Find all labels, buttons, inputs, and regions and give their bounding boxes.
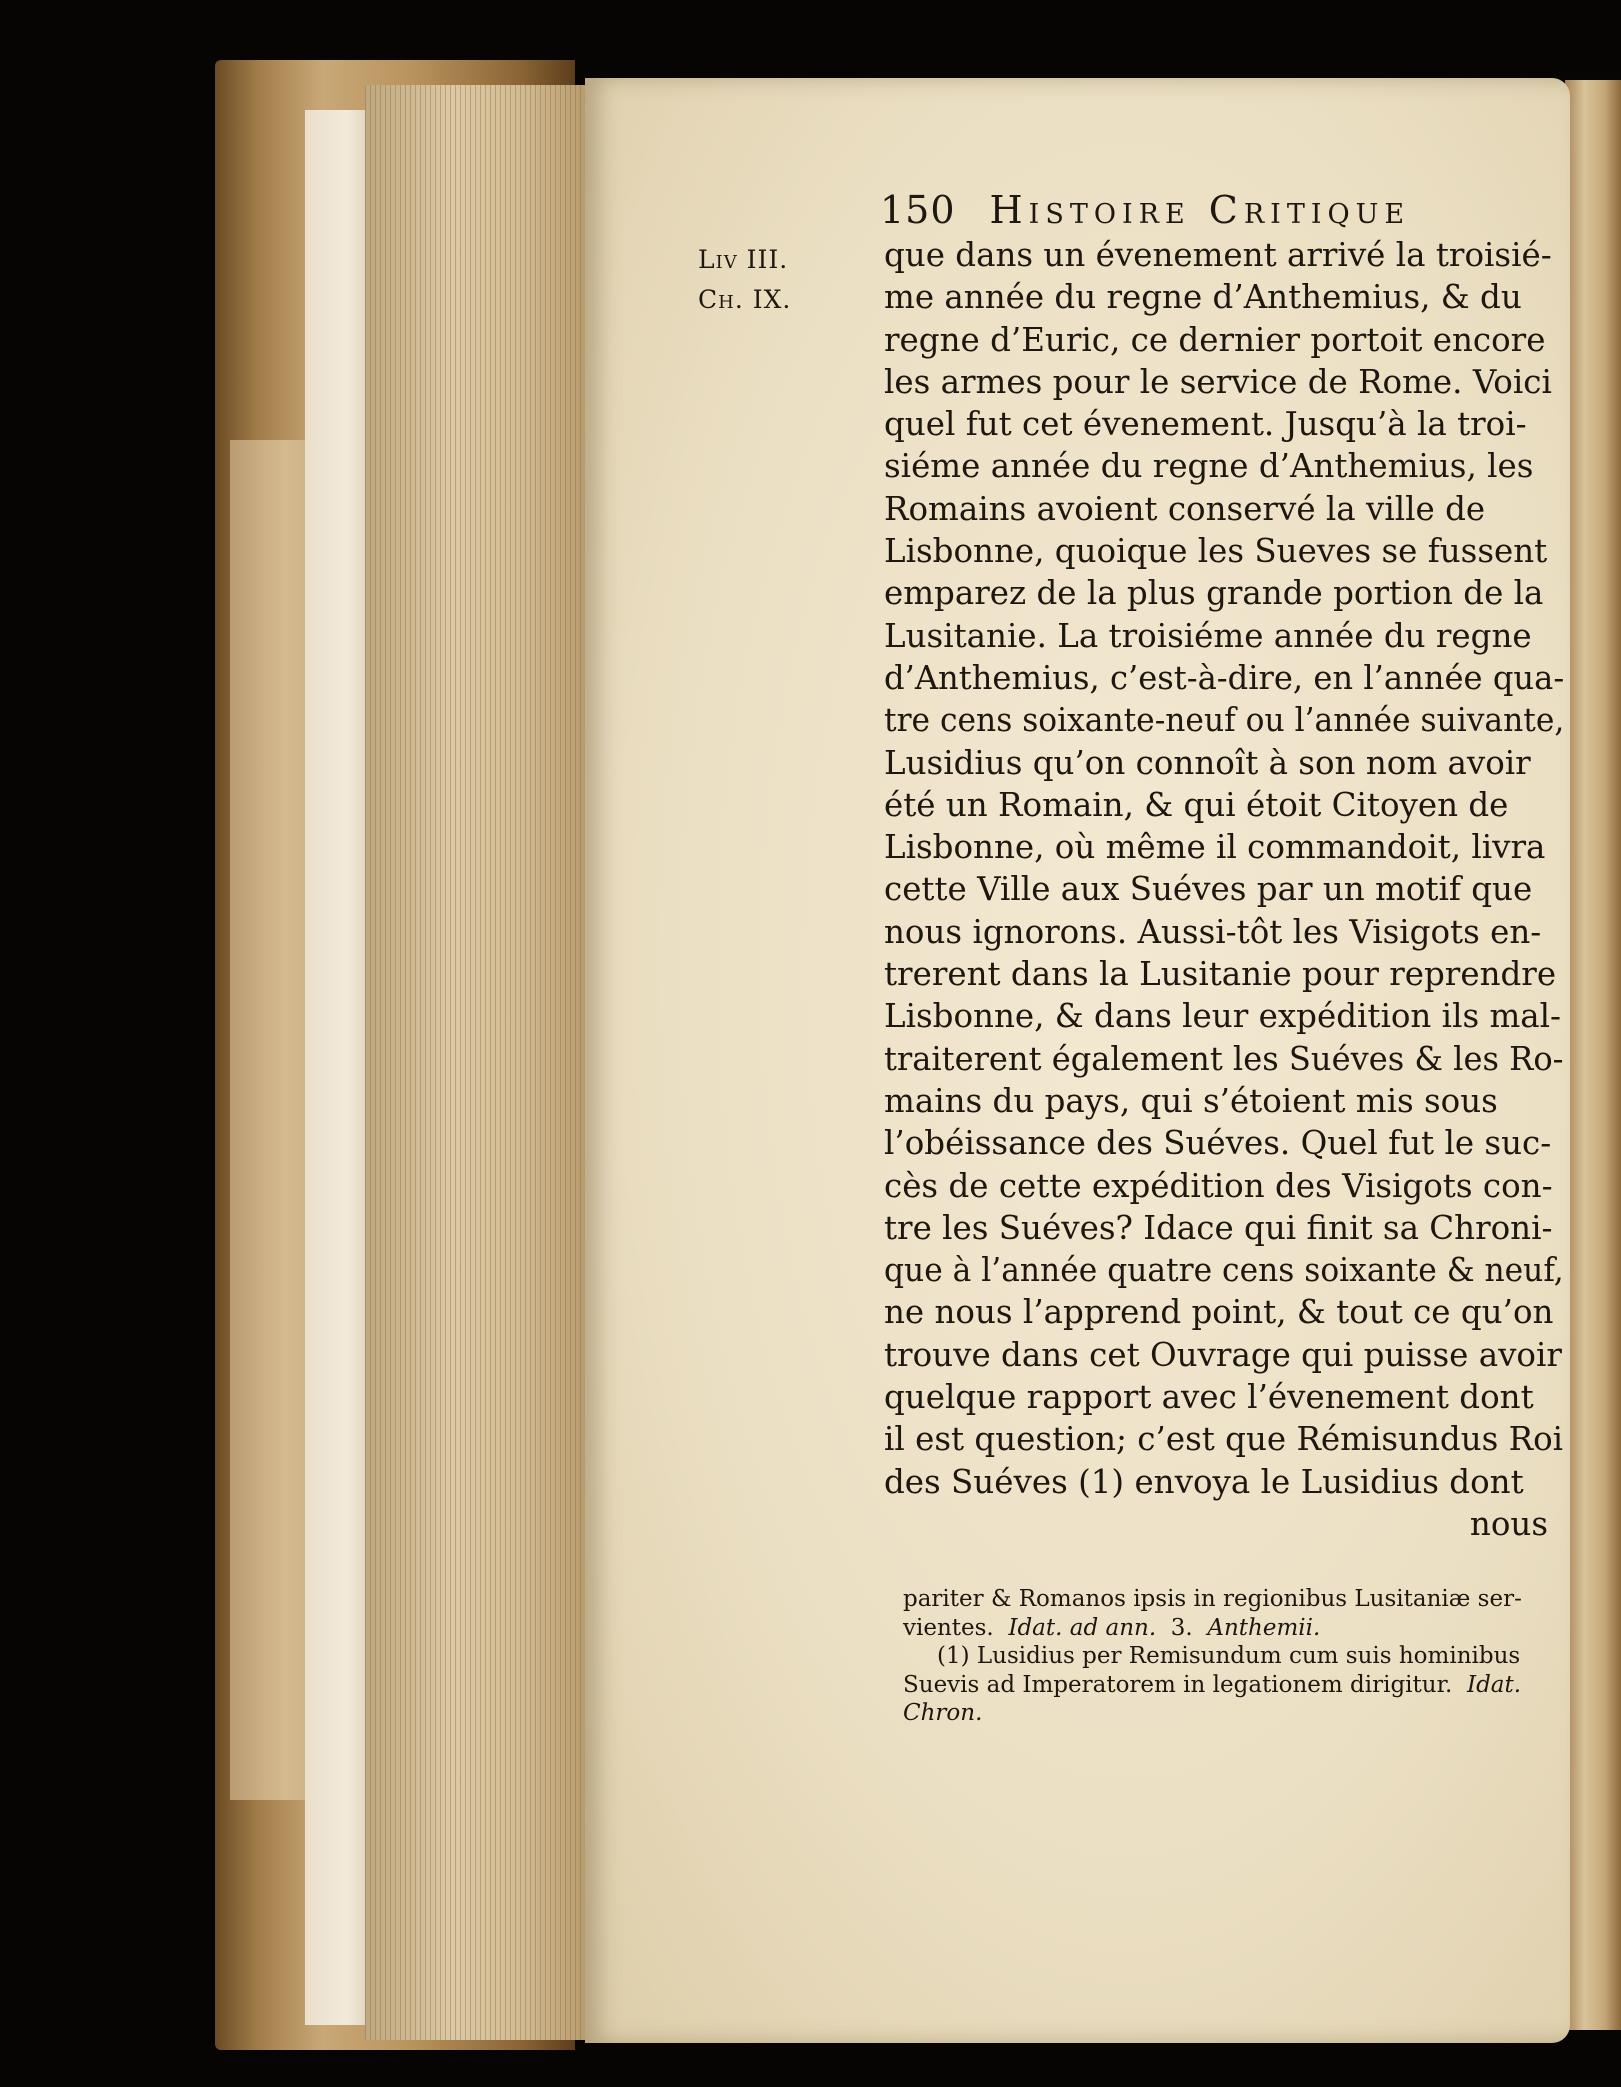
text-line: cette Ville aux Suéves par un motif que [884, 870, 1533, 909]
margin-note-chapter: Ch. IX. [698, 285, 792, 314]
footnote-line: (1) Lusidius per Remisundum cum suis hominibus [937, 1643, 1521, 1669]
text-line: nous ignorons. Aussi-tôt les Visigots en- [884, 912, 1542, 951]
text-line: Lisbonne, quoique les Sueves se fussent [884, 532, 1548, 571]
text-line: que à l’année quatre cens soixante & neuf, [884, 1251, 1564, 1290]
text-line: traiterent également les Suéves & les Ro- [884, 1039, 1564, 1078]
body-text [884, 234, 1564, 1545]
text-line: mains du pays, qui s’étoient mis sous [884, 1081, 1498, 1120]
text-line: siéme année du regne d’Anthemius, les [884, 447, 1534, 486]
text-line: emparez de la plus grande portion de la [884, 574, 1544, 613]
catchword: nous [1469, 1504, 1548, 1543]
text-line: Lusitanie. La troisiéme année du regne [884, 616, 1532, 655]
text-line: trerent dans la Lusitanie pour reprendre [884, 955, 1557, 994]
footnote-citation-name: Anthemii. [1207, 1614, 1321, 1641]
margin-note-book: Liv III. [698, 245, 789, 274]
facing-page-edge [1565, 80, 1621, 2030]
footnotes [903, 1585, 1568, 1728]
footnote-citation: Idat. ad ann. [1008, 1614, 1157, 1641]
footnote-text: vientes. [903, 1614, 994, 1641]
text-line: Lusidius qu’on connoît à son nom avoir [884, 743, 1531, 782]
footnote-line: pariter & Romanos ipsis in regionibus Lusitaniæ ser- [903, 1586, 1522, 1612]
text-line: Lisbonne, & dans leur expédition ils mal- [884, 997, 1562, 1036]
text-line: tre les Suéves? Idace qui finit sa Chroni- [884, 1208, 1553, 1247]
text-line: été un Romain, & qui étoit Citoyen de [884, 785, 1509, 824]
text-line: d’Anthemius, c’est-à-dire, en l’année qua- [884, 658, 1565, 697]
text-line: il est question; c’est que Rémisundus Roi [884, 1420, 1564, 1459]
text-line: me année du regne d’Anthemius, & du [884, 278, 1522, 317]
text-line: cès de cette expédition des Visigots con- [884, 1166, 1553, 1205]
footnote-line [903, 1614, 1568, 1643]
text-line: ne nous l’apprend point, & tout ce qu’on [884, 1293, 1554, 1332]
text-line: quel fut cet évenement. Jusqu’à la troi- [884, 405, 1527, 444]
running-header [880, 188, 1540, 232]
text-line: trouve dans cet Ouvrage qui puisse avoir [884, 1335, 1562, 1374]
page-number: 150 [880, 188, 956, 232]
footnote-citation: Idat. [1467, 1671, 1522, 1698]
text-line: Lisbonne, où même il commandoit, livra [884, 828, 1546, 867]
text-line: quelque rapport avec l’évenement dont [884, 1378, 1534, 1417]
running-title: Histoire Critique [989, 188, 1411, 232]
text-line: les armes pour le service de Rome. Voici [884, 362, 1552, 401]
text-line: l’obéissance des Suéves. Quel fut le suc- [884, 1124, 1552, 1163]
text-line: des Suéves (1) envoya le Lusidius dont [884, 1462, 1524, 1501]
text-line: Romains avoient conservé la ville de [884, 489, 1486, 528]
page-block-edges [365, 85, 585, 2040]
footnote-line: Chron. [903, 1700, 983, 1726]
text-line: que dans un évenement arrivé la troisié- [884, 236, 1552, 274]
text-line: regne d’Euric, ce dernier portoit encore [884, 320, 1546, 359]
footnote-line [903, 1671, 1568, 1700]
footnote-text: Suevis ad Imperatorem in legationem dirigitur. [903, 1671, 1453, 1698]
margin-note [698, 240, 848, 320]
footnote-citation-number: 3. [1170, 1614, 1193, 1641]
text-line: tre cens soixante-neuf ou l’année suivante, [884, 701, 1565, 740]
